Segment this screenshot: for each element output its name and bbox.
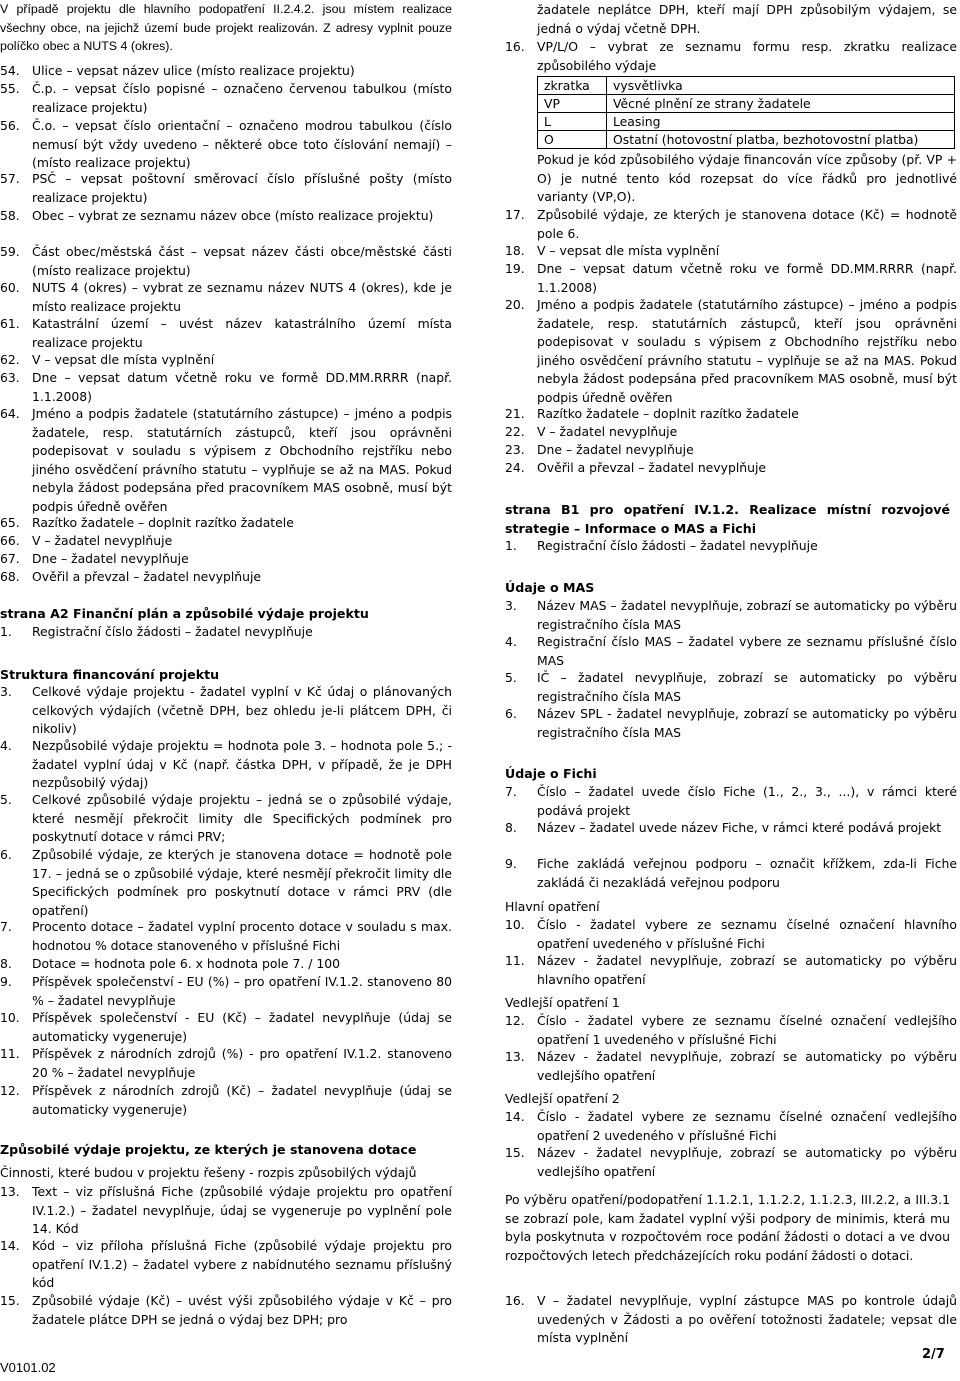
vedlejsi-opatreni-1-label: Vedlejší opatření 1 xyxy=(505,995,620,1010)
table-cell: Leasing xyxy=(607,113,955,131)
intro-paragraph: V případě projektu dle hlavního podopatření II.2.4.2. jsou místem realizace všechny obce, na jejichž území bude projekt realizován. Z adresy vyplnit pouze políčko obec a NUTS 4 (okres). xyxy=(0,2,452,54)
list-item: 55. Č.p. – vepsat číslo popisné – označeno červenou tabulkou (místo realizace projektu) xyxy=(0,81,452,115)
section-heading-a2: strana A2 Finanční plán a způsobilé výdaje projektu xyxy=(0,606,369,621)
table-cell: L xyxy=(538,113,607,131)
list-item: 11. Název - žadatel nevyplňuje, zobrazí se automaticky po výběru hlavního opatření xyxy=(505,953,957,987)
list-item: 13. Text – viz příslušná Fiche (způsobilé výdaje projektu pro opatření IV.1.2.) – žadatel nevyplňuje, údaj se vygeneruje po vyplnění pole 14. Kód xyxy=(0,1184,452,1237)
section-heading-struktura: Struktura financování projektu xyxy=(0,667,220,682)
list-item: 60. NUTS 4 (okres) – vybrat ze seznamu název NUTS 4 (okres), kde je místo realizace projektu xyxy=(0,280,452,314)
codes-table xyxy=(537,76,955,149)
list-item: 64. Jméno a podpis žadatele (statutárního zástupce) – jméno a podpis žadatele, resp. statutárních zástupců, kteří jsou oprávněni podepisovat v souladu s výpisem z Obchodního rejstříku nebo jiného osvědčení právního statutu – vyplňuje se až na MAS. Pokud nebyla žádost podepsána před pracovníkem MAS osobně, musí být podpis úředně ověřen xyxy=(0,406,452,514)
list-item: 67. Dne – žadatel nevyplňuje xyxy=(0,551,189,566)
list-item: 8. Dotace = hodnota pole 6. x hodnota pole 7. / 100 xyxy=(0,956,340,971)
list-item: 17. Způsobilé výdaje, ze kterých je stanovena dotace (Kč) = hodnotě pole 6. xyxy=(505,207,957,241)
cinnosti-label: Činnosti, které budou v projektu řešeny - rozpis způsobilých výdajů xyxy=(0,1165,417,1180)
list-item: 3. Název MAS – žadatel nevyplňuje, zobrazí se automaticky po výběru registračního čísla MAS xyxy=(505,598,957,632)
list-item: 8. Název – žadatel uvede název Fiche, v rámci které podává projekt xyxy=(505,820,942,835)
table-cell: Věcné plnění ze strany žadatele xyxy=(607,95,955,113)
version-footer: V0101.02 xyxy=(0,1360,56,1375)
table-header-cell: vysvětlivka xyxy=(607,77,955,95)
list-item: 20. Jméno a podpis žadatele (statutárního zástupce) – jméno a podpis žadatele, resp. statutárních zástupců, kteří jsou oprávněni podepisovat v souladu s výpisem z Obchodního rejstříku nebo jiného osvědčení právního statutu – vyplňuje se až na MAS. Pokud nebyla žádost podepsána před pracovníkem MAS osobně, musí být podpis úředně ověřen xyxy=(505,297,957,405)
table-row xyxy=(538,95,955,113)
section-heading-mas: Údaje o MAS xyxy=(505,580,595,595)
list-item: 10. Příspěvek společenství - EU (Kč) – žadatel nevyplňuje (údaj se automaticky vygeneruje) xyxy=(0,1010,452,1044)
section-heading-fichi: Údaje o Fichi xyxy=(505,766,597,781)
list-item: 12. Číslo - žadatel vybere ze seznamu číselné označení vedlejšího opatření 1 uvedeného v příslušné Fichi xyxy=(505,1013,957,1047)
list-item: 11. Příspěvek z národních zdrojů (%) - pro opatření IV.1.2. stanoveno 20 % – žadatel nevyplňuje xyxy=(0,1046,452,1080)
list-item: 6. Způsobilé výdaje, ze kterých je stanovena dotace = hodnotě pole 17. – jedná se o způsobilé výdaje, které nesmějí překročit limity dle Specifických podmínek pro poskytnutí dotace v rámci PRV (dle opatření) xyxy=(0,847,452,918)
list-item: 15. Způsobilé výdaje (Kč) – uvést výši způsobilého výdaje v Kč – pro žadatele plátce DPH se jedná o výdaj bez DPH; pro xyxy=(0,1293,452,1327)
list-item: 18. V – vepsat dle místa vyplnění xyxy=(505,243,720,258)
after-table-paragraph: Pokud je kód způsobilého výdaje financován více způsoby (př. VP + O) je nutné tento kód rozepsat do více řádků pro jednotlivé varianty (VP,O). xyxy=(537,152,957,205)
list-item: 4. Nezpůsobilé výdaje projektu = hodnota pole 3. – hodnota pole 5.; - žadatel vyplní údaj v Kč (např. částka DPH, v případě, že je DPH nezpůsobilý výdaj) xyxy=(0,738,452,791)
list-item: 10. Číslo - žadatel vybere ze seznamu číselné označení hlavního opatření uvedeného v příslušné Fichi xyxy=(505,917,957,951)
list-item: 16. V – žadatel nevyplňuje, vyplní zástupce MAS po kontrole údajů uvedených v Žádosti a po ověření totožnosti žadatele; vepsat dle místa vyplnění xyxy=(505,1293,957,1346)
list-item: 14. Kód – viz příloha příslušná Fiche (způsobilé výdaje projektu pro opatření IV.1.2) – žadatel vybere z nabídnutého seznamu příslušný kód xyxy=(0,1238,452,1291)
list-item: 12. Příspěvek z národních zdrojů (Kč) – žadatel nevyplňuje (údaj se automaticky vygeneruje) xyxy=(0,1083,452,1117)
list-item: 5. Celkové způsobilé výdaje projektu – jedná se o způsobilé výdaje, které nesmějí překročit limity dle Specifických podmínek pro poskytnutí dotace v rámci PRV; xyxy=(0,792,452,845)
list-item: 7. Procento dotace – žadatel vyplní procento dotace v souladu s max. hodnotou % dotace stanoveného v příslušné Fichi xyxy=(0,919,452,953)
list-item: 24. Ověřil a převzal – žadatel nevyplňuje xyxy=(505,460,767,475)
list-item: 16. VP/L/O – vybrat ze seznamu formu resp. zkratku realizace způsobilého výdaje xyxy=(505,39,957,73)
list-item: 6. Název SPL - žadatel nevyplňuje, zobrazí se automaticky po výběru registračního čísla MAS xyxy=(505,706,957,740)
list-item: 68. Ověřil a převzal – žadatel nevyplňuje xyxy=(0,569,262,584)
section-heading-b1: strana B1 pro opatření IV.1.2. Realizace místní rozvojové strategie – Informace o MAS a Fichi xyxy=(505,502,950,536)
table-cell: O xyxy=(538,131,607,149)
list-item: 19. Dne – vepsat datum včetně roku ve formě DD.MM.RRRR (např. 1.1.2008) xyxy=(505,261,957,295)
section-heading-zpusobile: Způsobilé výdaje projektu, ze kterých je stanovena dotace xyxy=(0,1142,417,1157)
vedlejsi-opatreni-2-label: Vedlejší opatření 2 xyxy=(505,1091,620,1106)
list-item: 13. Název - žadatel nevyplňuje, zobrazí se automaticky po výběru vedlejšího opatření xyxy=(505,1049,957,1083)
list-item: 62. V – vepsat dle místa vyplnění xyxy=(0,352,215,367)
list-item: 3. Celkové výdaje projektu - žadatel vyplní v Kč údaj o plánovaných celkových výdajích (včetně DPH, bez ohledu je-li plátcem DPH, či nikoliv) xyxy=(0,684,452,737)
list-item: 21. Razítko žadatele – doplnit razítko žadatele xyxy=(505,406,799,421)
hlavni-opatreni-label: Hlavní opatření xyxy=(505,899,600,914)
list-item: 58. Obec – vybrat ze seznamu název obce (místo realizace projektu) xyxy=(0,208,434,223)
list-item: 15. Název - žadatel nevyplňuje, zobrazí se automaticky po výběru vedlejšího opatření xyxy=(505,1145,957,1179)
continuation-paragraph: žadatele neplátce DPH, kteří mají DPH způsobilým výdajem, se jedná o výdaj včetně DPH. xyxy=(537,2,957,36)
list-item: 59. Část obec/městská část – vepsat název části obce/městské části (místo realizace projektu) xyxy=(0,244,452,278)
table-header-row xyxy=(538,77,955,95)
table-cell: VP xyxy=(538,95,607,113)
list-item: 14. Číslo - žadatel vybere ze seznamu číselné označení vedlejšího opatření 2 uvedeného v příslušné Fichi xyxy=(505,1109,957,1143)
list-item: 1. Registrační číslo žádosti – žadatel nevyplňuje xyxy=(505,538,818,553)
table-row xyxy=(538,113,955,131)
list-item: 23. Dne – žadatel nevyplňuje xyxy=(505,442,694,457)
list-item: 61. Katastrální území – uvést název katastrálního území místa realizace projektu xyxy=(0,316,452,350)
list-item: 22. V – žadatel nevyplňuje xyxy=(505,424,678,439)
list-item: 63. Dne – vepsat datum včetně roku ve formě DD.MM.RRRR (např. 1.1.2008) xyxy=(0,370,452,404)
list-item: 9. Fiche zakládá veřejnou podporu – označit křížkem, zda-li Fiche zakládá či nezakládá veřejnou podporu xyxy=(505,856,957,890)
table-cell: Ostatní (hotovostní platba, bezhotovostní platba) xyxy=(607,131,955,149)
list-item: 7. Číslo – žadatel uvede číslo Fiche (1., 2., 3., ...), v rámci které podává projekt xyxy=(505,784,957,818)
list-item: 57. PSČ – vepsat poštovní směrovací číslo příslušné pošty (místo realizace projektu) xyxy=(0,171,452,205)
list-item: 4. Registrační číslo MAS – žadatel vybere ze seznamu příslušné číslo MAS xyxy=(505,634,957,668)
list-item: 66. V – žadatel nevyplňuje xyxy=(0,533,173,548)
de-minimis-paragraph: Po výběru opatření/podopatření 1.1.2.1, 1.1.2.2, 1.1.2.3, III.2.2, a III.3.1 se zobrazí pole, kam žadatel vyplní výši podpory de minimis, která mu byla poskytnuta v rozpočtovém roce podání žádosti o dotaci a ve dvou rozpočtových letech předcházejících roku podání žádosti o dotaci. xyxy=(505,1192,950,1263)
table-header-cell: zkratka xyxy=(538,77,607,95)
table-row xyxy=(538,131,955,149)
list-item: 5. IČ – žadatel nevyplňuje, zobrazí se automaticky po výběru registračního čísla MAS xyxy=(505,670,957,704)
list-item: 65. Razítko žadatele – doplnit razítko žadatele xyxy=(0,515,294,530)
list-item: 54. Ulice – vepsat název ulice (místo realizace projektu) xyxy=(0,63,355,78)
list-item: 1. Registrační číslo žádosti – žadatel nevyplňuje xyxy=(0,624,313,639)
page-number: 2/7 xyxy=(922,1347,945,1362)
list-item: 9. Příspěvek společenství - EU (%) – pro opatření IV.1.2. stanoveno 80 % – žadatel nevyplňuje xyxy=(0,974,452,1008)
list-item: 56. Č.o. – vepsat číslo orientační – označeno modrou tabulkou (číslo nemusí být vždy uvedeno – některé obce toto číslování nemají) – (místo realizace projektu) xyxy=(0,118,452,171)
